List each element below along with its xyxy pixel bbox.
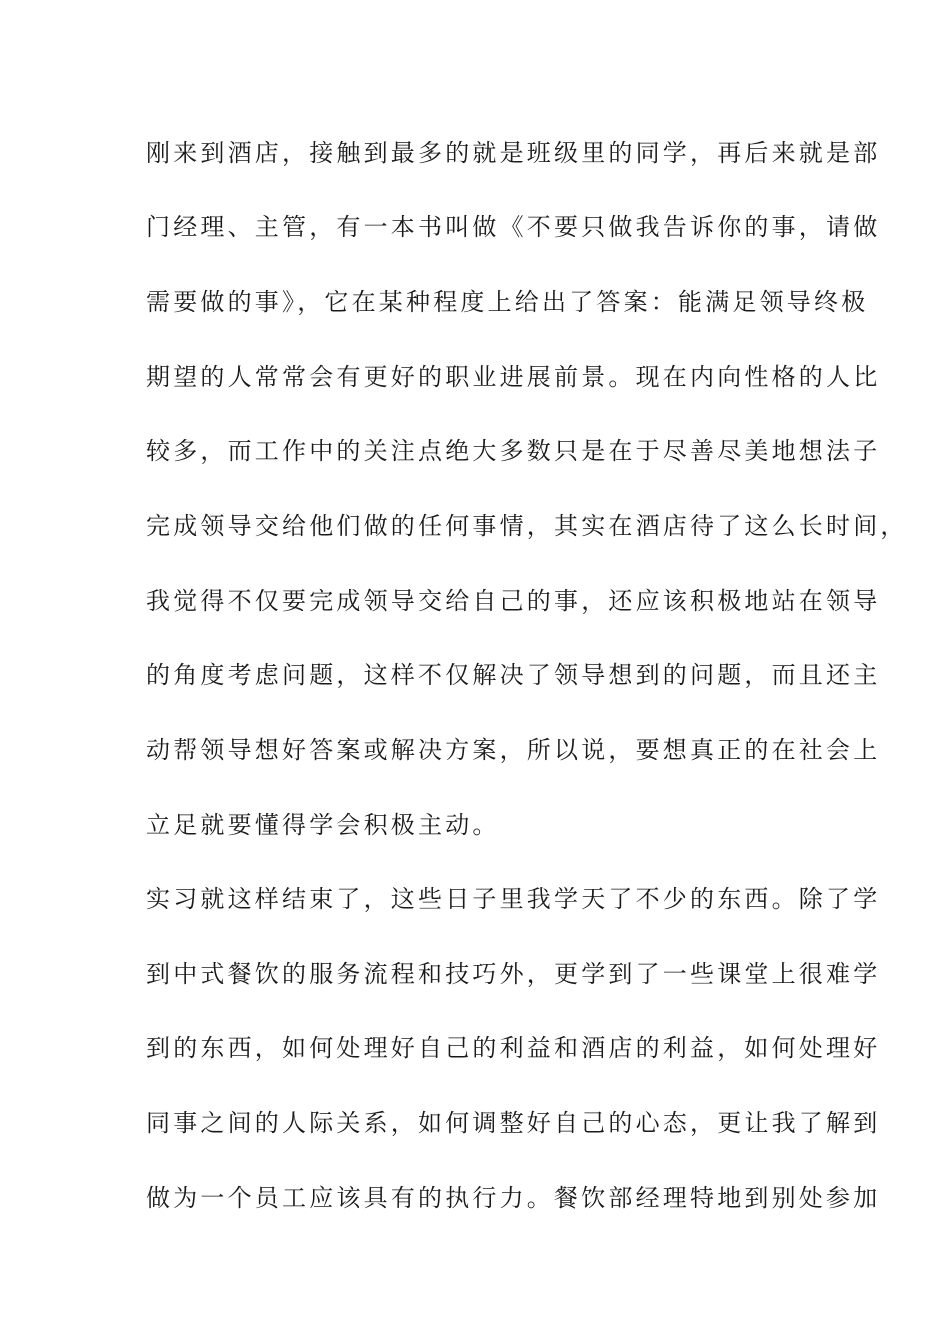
text-line: 动帮领导想好答案或解决方案，所以说，要想真正的在社会上 xyxy=(146,736,881,764)
text-line: 实习就这样结束了，这些日子里我学天了不少的东西。除了学 xyxy=(146,885,881,913)
text-line: 刚来到酒店，接触到最多的就是班级里的同学，再后来就是部 xyxy=(146,139,881,167)
text-line: 立足就要懂得学会积极主动。 xyxy=(146,811,500,839)
text-line: 做为一个员工应该具有的执行力。餐饮部经理特地到别处参加 xyxy=(146,1184,881,1212)
text-line: 期望的人常常会有更好的职业进展前景。现在内向性格的人比 xyxy=(146,363,881,391)
text-line: 同事之间的人际关系，如何调整好自己的心态，更让我了解到 xyxy=(146,1109,881,1137)
text-line: 到的东西，如何处理好自己的利益和酒店的利益，如何处理好 xyxy=(146,1034,881,1062)
text-line: 的角度考虑问题，这样不仅解决了领导想到的问题，而且还主 xyxy=(146,661,881,689)
text-line: 完成领导交给他们做的任何事情，其实在酒店待了这么长时间， xyxy=(146,512,908,540)
text-line: 较多，而工作中的关注点绝大多数只是在于尽善尽美地想法子 xyxy=(146,437,881,465)
text-line: 需要做的事》，它在某种程度上给出了答案：能满足领导终极 xyxy=(146,288,869,316)
text-line: 门经理、主管，有一本书叫做《不要只做我告诉你的事，请做 xyxy=(146,213,881,241)
text-line: 我觉得不仅要完成领导交给自己的事，还应该积极地站在领导 xyxy=(146,587,881,615)
text-line: 到中式餐饮的服务流程和技巧外，更学到了一些课堂上很难学 xyxy=(146,960,881,988)
